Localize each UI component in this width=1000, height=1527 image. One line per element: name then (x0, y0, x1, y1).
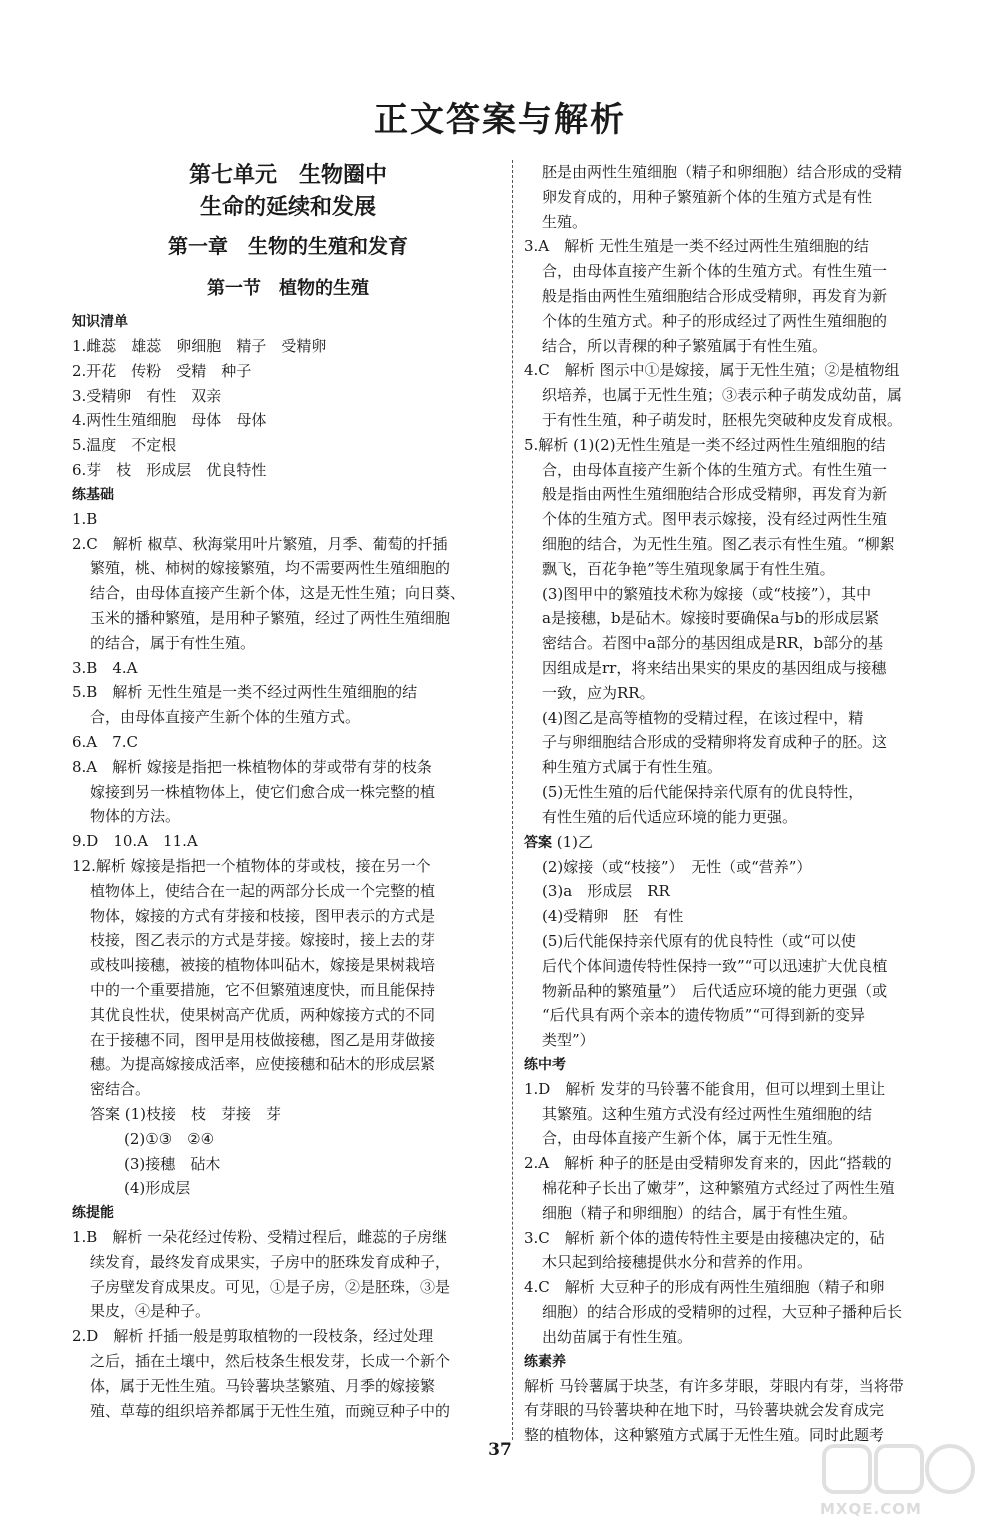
label-knowledge-list: 知识清单 (72, 314, 128, 330)
right-line: 个体的生殖方式。种子的形成经过了两性生殖细胞的 (542, 311, 888, 330)
basic-answer-line: (3)接穗 砧木 (124, 1154, 221, 1173)
left-column (72, 160, 504, 1423)
right-line: 般是指由两性生殖细胞结合形成受精卵，再发育为新 (542, 485, 888, 504)
basic-line: 或枝叫接穗，被接的植物体叫砧木，嫁接是果树栽培 (90, 956, 436, 975)
literacy-line: 解析 马铃薯属于块茎，有许多芽眼，芽眼内有芽，当将带 (524, 1376, 904, 1395)
right-line: 一致，应为RR。 (542, 683, 655, 702)
basic-answer-line: 答案 (1)枝接 枝 芽接 芽 (90, 1104, 282, 1123)
answer-line: 后代个体间遗传特性保持一致”“可以迅速扩大优良植 (542, 956, 888, 975)
section-title: 第一节 植物的生殖 (207, 278, 369, 299)
basic-line: 繁殖，桃、柿树的嫁接繁殖，均不需要两性生殖细胞的 (90, 559, 451, 578)
basic-line: 5.B 解析 无性生殖是一类不经过两性生殖细胞的结 (72, 683, 418, 702)
basic-answer-line: (2)①③ ②④ (124, 1129, 215, 1148)
watermark-icon (820, 1440, 980, 1500)
basic-line: 1.B (72, 509, 98, 528)
right-line: 合，由母体直接产生新个体的生殖方式。有性生殖一 (542, 262, 888, 281)
answer-line: “后代具有两个亲本的遗传物质”“可得到新的变异 (542, 1006, 866, 1025)
answer-line: (3)a 形成层 RR (542, 882, 670, 901)
literacy-line: 有芽眼的马铃薯块种在地下时，马铃薯块就会发育成完 (524, 1401, 885, 1420)
exam-line: 合，由母体直接产生新个体，属于无性生殖。 (542, 1129, 843, 1148)
basic-line: 3.B 4.A (72, 658, 138, 677)
exam-line: 棉花种子长出了嫩芽”，这种繁殖方式经过了两性生殖 (542, 1179, 895, 1198)
ability-line: 子房壁发育成果皮。可见，①是子房，②是胚珠，③是 (90, 1277, 451, 1296)
exam-line: 木只起到给接穗提供水分和营养的作用。 (542, 1253, 813, 1272)
answer-line: 物新品种的繁殖量”） 后代适应环境的能力更强（或 (542, 981, 888, 1000)
literacy-line: 整的植物体，这种繁殖方式属于无性生殖。同时此题考 (524, 1426, 885, 1445)
answer-label: 答案 (524, 834, 552, 851)
answer-line: 类型”） (542, 1031, 595, 1050)
right-line: 织培养，也属于无性生殖；③表示种子萌发成幼苗，属 (542, 386, 903, 405)
basic-line: 物体的方法。 (90, 807, 181, 826)
watermark-text: MXQE.COM (820, 1500, 922, 1518)
knowledge-item: 2.开花 传粉 受精 种子 (72, 361, 252, 380)
knowledge-item: 3.受精卵 有性 双亲 (72, 386, 222, 405)
page-number: 37 (488, 1440, 512, 1460)
exam-line: 其繁殖。这种生殖方式没有经过两性生殖细胞的结 (542, 1104, 873, 1123)
knowledge-item: 1.雌蕊 雄蕊 卵细胞 精子 受精卵 (72, 337, 327, 355)
exam-line: 2.A 解析 种子的胚是由受精卵发育来的，因此“搭载的 (524, 1154, 892, 1173)
exam-line: 4.C 解析 大豆种子的形成有两性生殖细胞（精子和卵 (524, 1278, 885, 1297)
right-line: 因组成是rr，将来结出果实的果皮的基因组成与接穗 (542, 658, 887, 677)
chapter-title: 第一章 生物的生殖和发育 (168, 234, 408, 258)
basic-line: 8.A 解析 嫁接是指把一株植物体的芽或带有芽的枝条 (72, 757, 432, 776)
basic-line: 其优良性状，使果树高产优质，两种嫁接方式的不同 (90, 1005, 436, 1024)
basic-line: 合，由母体直接产生新个体的生殖方式。 (90, 708, 361, 727)
right-line: 结合，所以青稞的种子繁殖属于有性生殖。 (542, 336, 828, 355)
basic-line: 枝接，图乙表示的方式是芽接。嫁接时，接上去的芽 (90, 931, 436, 950)
basic-line: 在于接穗不同，图甲是用枝做接穗，图乙是用芽做接 (90, 1030, 436, 1049)
right-column (524, 160, 962, 1448)
label-exam-practice: 练中考 (524, 1056, 566, 1073)
knowledge-item: 6.芽 枝 形成层 优良特性 (72, 460, 267, 479)
knowledge-item: 4.两性生殖细胞 母体 母体 (72, 411, 267, 430)
basic-line: 中的一个重要措施，它不但繁殖速度快，而且能保持 (90, 980, 436, 999)
basic-line: 嫁接到另一株植物体上，使它们愈合成一株完整的植 (90, 782, 436, 801)
exam-line: 细胞（精子和卵细胞）的结合，属于有性生殖。 (542, 1203, 858, 1222)
right-line: 般是指由两性生殖细胞结合形成受精卵，再发育为新 (542, 286, 888, 305)
page-title: 正文答案与解析 (374, 100, 626, 140)
label-literacy-practice: 练素养 (524, 1353, 566, 1370)
right-line: 种生殖方式属于有性生殖。 (542, 758, 723, 777)
right-line: 卵发育成的，用种子繁殖新个体的生殖方式是有性 (542, 187, 873, 206)
right-line: 密结合。若图中a部分的基因组成是RR，b部分的基 (542, 634, 884, 653)
label-ability-practice: 练提能 (72, 1205, 114, 1222)
exam-line: 细胞）的结合形成的受精卵的过程，大豆种子播种后长 (542, 1303, 903, 1322)
ability-line: 续发育，最终发育成果实，子房中的胚珠发育成种子， (90, 1252, 451, 1271)
right-line: 子与卵细胞结合形成的受精卵将发育成种子的胚。这 (542, 733, 888, 752)
right-line: 生殖。 (542, 212, 588, 231)
answer-line: (5)后代能保持亲代原有的优良特性（或“可以使 (542, 931, 856, 950)
basic-line: 植物体上，使结合在一起的两部分长成一个完整的植 (90, 881, 436, 900)
basic-line: 的结合，属于有性生殖。 (90, 633, 256, 652)
right-line: (5)无性生殖的后代能保持亲代原有的优良特性， (542, 782, 864, 801)
answer-line: (1)乙 (556, 832, 594, 851)
ability-line: 殖、草莓的组织培养都属于无性生殖，而豌豆种子中的 (90, 1401, 451, 1420)
basic-line: 6.A 7.C (72, 732, 138, 751)
right-line: 3.A 解析 无性生殖是一类不经过两性生殖细胞的结 (524, 237, 869, 256)
unit-title-line2: 生命的延续和发展 (199, 195, 376, 220)
basic-line: 密结合。 (90, 1080, 151, 1099)
basic-answer-line: (4)形成层 (124, 1179, 191, 1198)
ability-line: 体，属于无性生殖。马铃薯块茎繁殖、月季的嫁接繁 (90, 1376, 436, 1395)
basic-line: 物体，嫁接的方式有芽接和枝接，图甲表示的方式是 (90, 906, 436, 925)
answer-row (524, 830, 962, 855)
right-line: 个体的生殖方式。图甲表示嫁接，没有经过两性生殖 (542, 510, 888, 529)
unit-title-line1: 第七单元 生物圈中 (188, 163, 387, 188)
right-line: 飘飞，百花争艳”等生殖现象属于有性生殖。 (542, 559, 835, 578)
ability-line: 1.B 解析 一朵花经过传粉、受精过程后，雌蕊的子房继 (72, 1228, 448, 1247)
basic-line: 穗。为提高嫁接成活率，应使接穗和砧木的形成层紧 (90, 1055, 436, 1074)
label-basic-practice: 练基础 (72, 486, 114, 503)
right-line: (3)图甲中的繁殖技术称为嫁接（或“枝接”），其中 (542, 584, 872, 603)
exam-line: 出幼苗属于有性生殖。 (542, 1327, 693, 1346)
right-line: a是接穗，b是砧木。嫁接时要确保a与b的形成层紧 (542, 609, 880, 628)
right-line: 有性生殖的后代适应环境的能力更强。 (542, 807, 798, 826)
exam-line: 3.C 解析 新个体的遗传特性主要是由接穗决定的，砧 (524, 1228, 885, 1247)
ability-line: 2.D 解析 扦插一般是剪取植物的一段枝条，经过处理 (72, 1327, 434, 1346)
right-line: 合，由母体直接产生新个体的生殖方式。有性生殖一 (542, 460, 888, 479)
answer-line: (4)受精卵 胚 有性 (542, 907, 684, 926)
basic-line: 9.D 10.A 11.A (72, 832, 198, 851)
basic-line: 玉米的播种繁殖，是用种子繁殖，经过了两性生殖细胞 (90, 608, 451, 627)
column-divider (512, 160, 513, 1440)
right-line: 细胞的结合，为无性生殖。图乙表示有性生殖。“柳絮 (542, 534, 895, 553)
ability-line: 之后，插在土壤中，然后枝条生根发芽，长成一个新个 (90, 1352, 451, 1371)
basic-line: 2.C 解析 椒草、秋海棠用叶片繁殖，月季、葡萄的扦插 (72, 534, 448, 553)
ability-line: 果皮，④是种子。 (90, 1302, 211, 1321)
knowledge-item: 5.温度 不定根 (72, 436, 177, 455)
basic-line: 12.解析 嫁接是指把一个植物体的芽或枝，接在另一个 (72, 856, 431, 875)
basic-line: 结合，由母体直接产生新个体，这是无性生殖；向日葵、 (90, 584, 466, 603)
right-line: 5.解析 (1)(2)无性生殖是一类不经过两性生殖细胞的结 (524, 435, 886, 454)
right-line: (4)图乙是高等植物的受精过程，在该过程中，精 (542, 708, 864, 727)
answer-line: (2)嫁接（或“枝接”） 无性（或“营养”） (542, 857, 812, 876)
watermark-logo (820, 1440, 980, 1520)
right-line: 胚是由两性生殖细胞（精子和卵细胞）结合形成的受精 (542, 163, 903, 181)
exam-line: 1.D 解析 发芽的马铃薯不能食用，但可以埋到土里让 (524, 1079, 886, 1098)
right-line: 4.C 解析 图示中①是嫁接，属于无性生殖；②是植物组 (524, 361, 900, 380)
right-line: 于有性生殖，种子萌发时，胚根先突破种皮发育成根。 (542, 410, 903, 429)
